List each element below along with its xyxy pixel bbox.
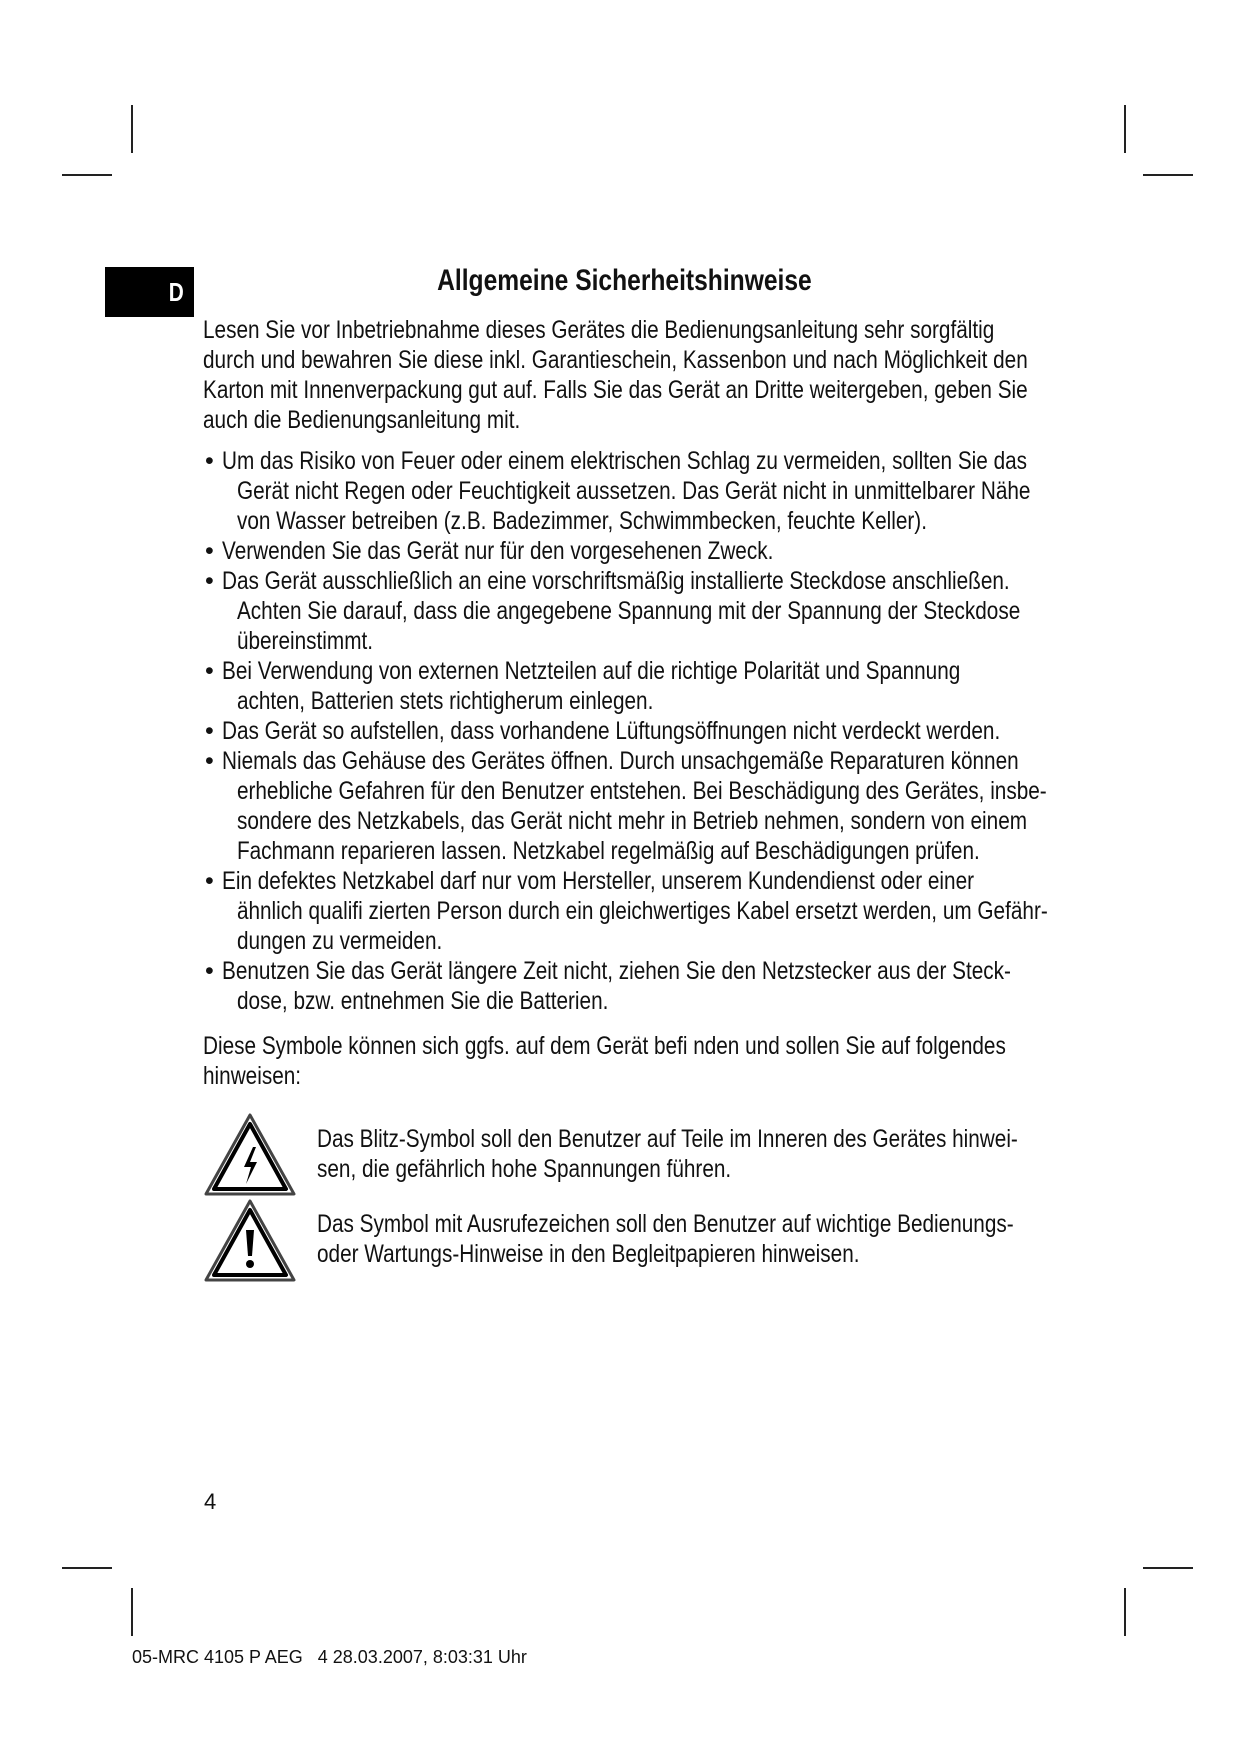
page-number: 4 bbox=[204, 1489, 217, 1514]
text-line: Verwenden Sie das Gerät nur für den vorgesehenen Zweck. bbox=[222, 537, 774, 565]
text-line: Das Gerät ausschließlich an eine vorschriftsmäßig installierte Steckdose anschließen. bbox=[222, 567, 1010, 595]
text-line: hinweisen: bbox=[203, 1062, 302, 1090]
text-line: Um das Risiko von Feuer oder einem elektrischen Schlag zu vermeiden, sollten Sie das bbox=[222, 447, 1028, 475]
symbol-description-lightning bbox=[317, 1124, 1161, 1184]
bullet-icon: • bbox=[205, 867, 214, 895]
bullet-icon: • bbox=[205, 567, 214, 595]
text-line: Lesen Sie vor Inbetriebnahme dieses Gerätes die Bedienungsanleitung sehr sorgfältig bbox=[203, 316, 995, 344]
intro-paragraph bbox=[203, 315, 1197, 435]
page-title bbox=[0, 264, 1241, 298]
crop-mark bbox=[1143, 1567, 1193, 1569]
bullet-item bbox=[205, 716, 1217, 746]
bullet-item bbox=[205, 536, 1217, 566]
text-line: übereinstimmt. bbox=[236, 627, 374, 655]
bullet-item bbox=[205, 866, 1217, 956]
bullet-item bbox=[205, 446, 1217, 536]
text-line: achten, Batterien stets richtigherum einlegen. bbox=[236, 687, 654, 715]
page-title-text: Allgemeine Sicherheitshinweise bbox=[436, 264, 812, 297]
text-line: Fachmann reparieren lassen. Netzkabel regelmäßig auf Beschädigungen prüfen. bbox=[236, 837, 980, 865]
crop-mark bbox=[62, 174, 112, 176]
text-line: Gerät nicht Regen oder Feuchtigkeit aussetzen. Das Gerät nicht in unmittelbarer Nähe bbox=[236, 477, 1031, 505]
crop-mark bbox=[62, 1567, 112, 1569]
text-line: sen, die gefährlich hohe Spannungen führen. bbox=[317, 1155, 732, 1183]
bullet-item bbox=[205, 656, 1217, 716]
print-footer: 05-MRC 4105 P AEG 4 28.03.2007, 8:03:31 Uhr bbox=[132, 1647, 527, 1667]
text-line: Das Blitz-Symbol soll den Benutzer auf Teile im Inneren des Gerätes hinwei- bbox=[317, 1125, 1018, 1153]
text-line: Bei Verwendung von externen Netzteilen auf die richtige Polarität und Spannung bbox=[222, 657, 961, 685]
text-line: sondere des Netzkabels, das Gerät nicht mehr in Betrieb nehmen, sondern von einem bbox=[236, 807, 1028, 835]
text-line: ähnlich qualifi zierten Person durch ein gleichwertiges Kabel ersetzt werden, um Gefähr- bbox=[236, 897, 1048, 925]
bullet-icon: • bbox=[205, 447, 214, 475]
text-line: Diese Symbole können sich ggfs. auf dem Gerät befi nden und sollen Sie auf folgendes bbox=[203, 1032, 1006, 1060]
symbols-intro bbox=[203, 1031, 1170, 1091]
bullet-icon: • bbox=[205, 747, 214, 775]
text-line: Karton mit Innenverpackung gut auf. Falls Sie das Gerät an Dritte weitergeben, geben Sie bbox=[203, 376, 1028, 404]
bullet-icon: • bbox=[205, 537, 214, 565]
bullet-item bbox=[205, 746, 1217, 866]
text-line: Das Symbol mit Ausrufezeichen soll den Benutzer auf wichtige Bedienungs- bbox=[317, 1210, 1014, 1238]
symbol-description-exclamation bbox=[317, 1209, 1156, 1269]
crop-mark bbox=[1124, 1588, 1126, 1636]
safety-bullet-list bbox=[205, 446, 1217, 1016]
bullet-item bbox=[205, 956, 1217, 1016]
bullet-icon: • bbox=[205, 657, 214, 685]
bullet-icon: • bbox=[205, 957, 214, 985]
text-line: auch die Bedienungsanleitung mit. bbox=[203, 406, 521, 434]
bullet-item bbox=[205, 566, 1217, 656]
crop-mark bbox=[131, 1588, 133, 1636]
bullet-icon: • bbox=[205, 717, 214, 745]
text-line: durch und bewahren Sie diese inkl. Garantieschein, Kassenbon und nach Möglichkeit den bbox=[203, 346, 1028, 374]
text-line: Benutzen Sie das Gerät längere Zeit nicht, ziehen Sie den Netzstecker aus der Steck- bbox=[222, 957, 1011, 985]
crop-mark bbox=[1143, 174, 1193, 176]
text-line: dungen zu vermeiden. bbox=[236, 927, 443, 955]
text-line: erhebliche Gefahren für den Benutzer entstehen. Bei Beschädigung des Gerätes, insbe- bbox=[236, 777, 1047, 805]
text-line: Das Gerät so aufstellen, dass vorhandene Lüftungsöffnungen nicht verdeckt werden. bbox=[222, 717, 1001, 745]
crop-mark bbox=[131, 105, 133, 153]
text-line: Niemals das Gehäuse des Gerätes öffnen. Durch unsachgemäße Reparaturen können bbox=[222, 747, 1019, 775]
language-tab-label: D bbox=[168, 277, 184, 307]
text-line: dose, bzw. entnehmen Sie die Batterien. bbox=[236, 987, 609, 1015]
crop-mark bbox=[1124, 105, 1126, 153]
text-line: Achten Sie darauf, dass die angegebene Spannung mit der Spannung der Steckdose bbox=[236, 597, 1021, 625]
text-line: Ein defektes Netzkabel darf nur vom Hersteller, unserem Kundendienst oder einer bbox=[222, 867, 975, 895]
exclamation-warning-icon bbox=[203, 1198, 297, 1284]
lightning-warning-icon bbox=[203, 1112, 297, 1198]
text-line: von Wasser betreiben (z.B. Badezimmer, Schwimmbecken, feuchte Keller). bbox=[236, 507, 927, 535]
text-line: oder Wartungs-Hinweise in den Begleitpapieren hinweisen. bbox=[317, 1240, 860, 1268]
